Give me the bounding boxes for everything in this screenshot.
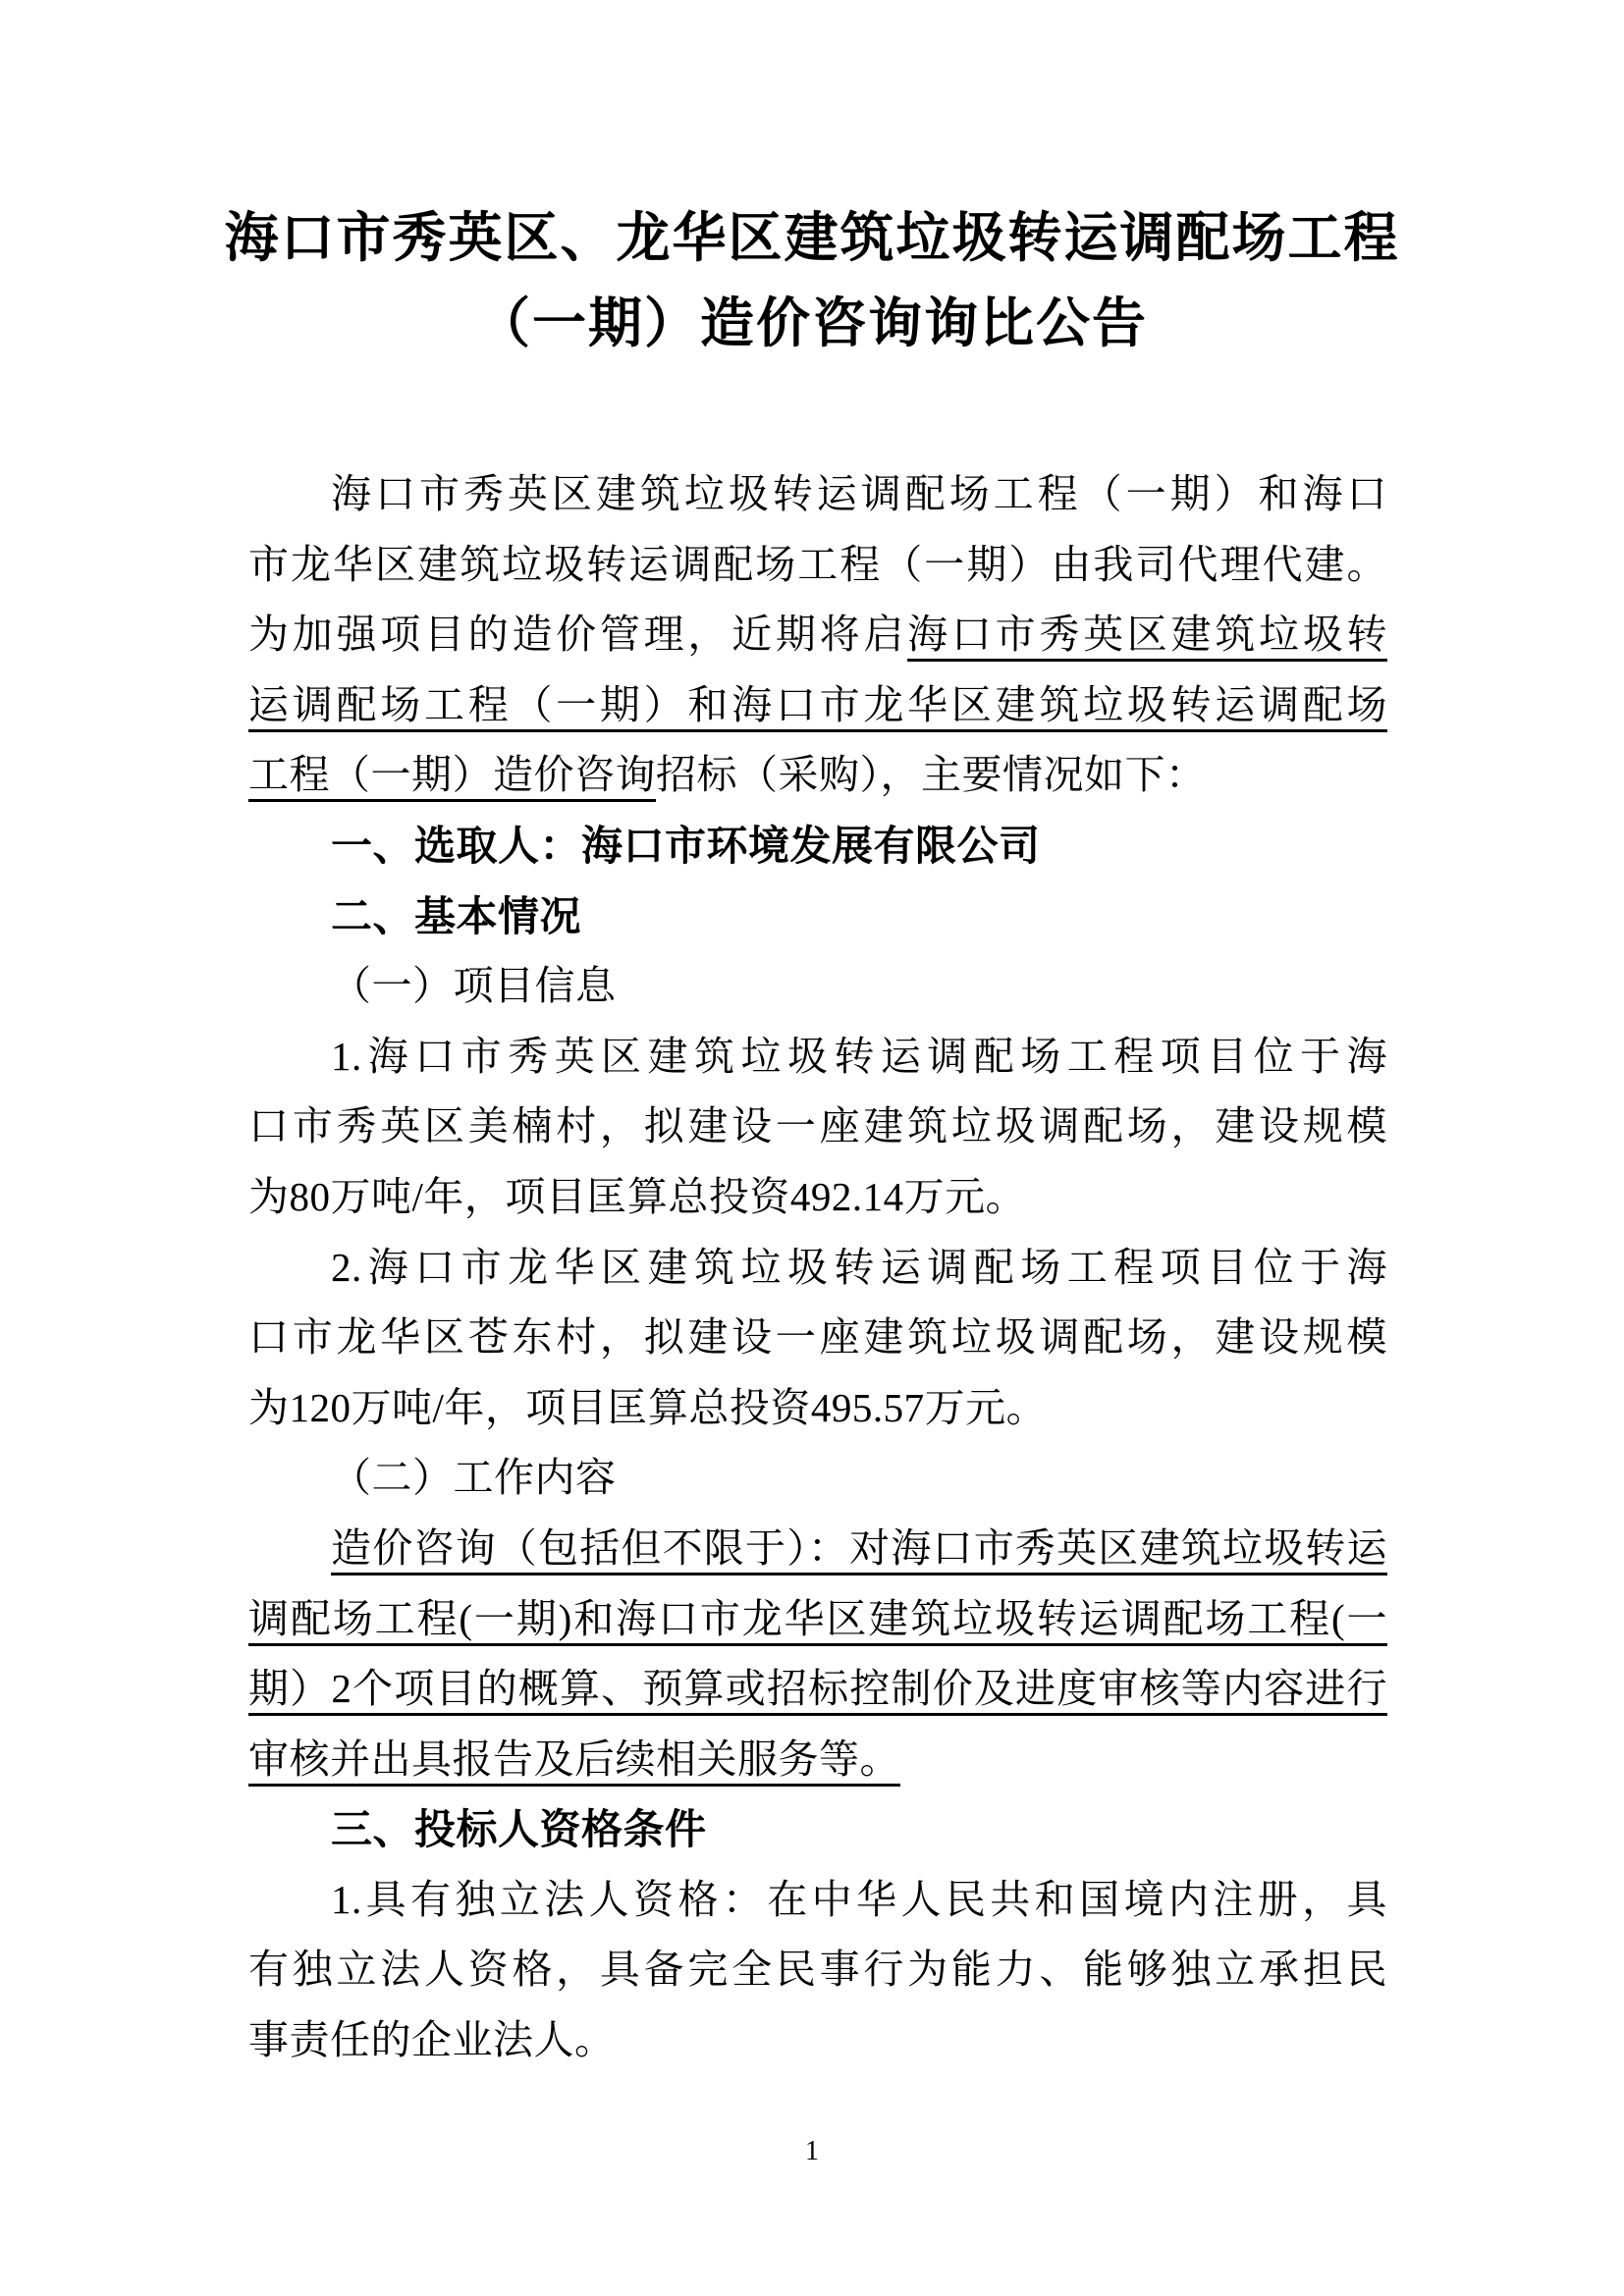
work-line3	[248, 1654, 1387, 1725]
item1-line2	[248, 1092, 1387, 1162]
text-segment: 二、基本情况	[331, 892, 582, 939]
document-title-line-2: （一期）造价咨询询比公告	[475, 294, 1148, 353]
underlined-text-segment: 期）2个项目的概算、预算或招标控制价及进度审核等内容进行	[248, 1666, 1387, 1712]
item2-line3	[248, 1373, 1387, 1444]
qualification-line2	[248, 1935, 1387, 2005]
item2-line2	[248, 1303, 1387, 1373]
para1-line2	[248, 530, 1387, 601]
underlined-text-segment: 调配场工程(一期)和海口市龙华区建筑垃圾转运调配场工程(一	[248, 1595, 1387, 1641]
text-segment: 为80万吨/年，项目匡算总投资492.14万元。	[248, 1173, 1027, 1219]
subheading-project-info	[248, 951, 1387, 1022]
underlined-text-segment: 造价咨询（包括但不限于）：对海口市秀英区建筑垃圾转运	[331, 1524, 1387, 1571]
underlined-text-segment: 工程（一期）造价咨询	[248, 752, 656, 798]
underlined-text-segment: 海口市秀英区建筑垃圾转	[907, 612, 1388, 658]
para1-line5	[248, 740, 1387, 811]
para1-line3	[248, 600, 1387, 670]
text-segment: 为加强项目的造价管理，近期将启	[248, 612, 908, 658]
document-lines	[248, 459, 1387, 2076]
underlined-text-segment: 运调配场工程（一期）和海口市龙华区建筑垃圾转运调配场	[248, 681, 1387, 727]
work-line2	[248, 1584, 1387, 1655]
text-segment: 海口市秀英区建筑垃圾转运调配场工程（一期）和海口	[331, 471, 1387, 516]
para1-line4	[248, 670, 1387, 741]
qualification-line3	[248, 2005, 1387, 2076]
text-segment: 口市秀英区美楠村，拟建设一座建筑垃圾调配场，建设规模	[248, 1103, 1387, 1149]
heading-section-3	[248, 1794, 1387, 1865]
underlined-text-segment: 审核并出具报告及后续相关服务等。	[248, 1735, 900, 1782]
text-segment: 一、选取人：海口市环境发展有限公司	[331, 822, 1041, 869]
document-title-line-1: 海口市秀英区、龙华区建筑垃圾转运调配场工程	[224, 208, 1400, 268]
heading-section-1	[248, 811, 1387, 881]
text-segment: 为120万吨/年，项目匡算总投资495.57万元。	[248, 1384, 1048, 1430]
text-segment: （一）项目信息	[331, 963, 617, 1009]
work-line4	[248, 1725, 1387, 1795]
document-title	[0, 195, 1624, 366]
text-segment: 1.海口市秀英区建筑垃圾转运调配场工程项目位于海	[331, 1033, 1387, 1079]
text-segment: 市龙华区建筑垃圾转运调配场工程（一期）由我司代理代建。	[248, 541, 1387, 587]
page-number: 1	[805, 2136, 819, 2166]
text-segment: 事责任的企业法人。	[248, 2017, 616, 2063]
text-segment: 口市龙华区苍东村，拟建设一座建筑垃圾调配场，建设规模	[248, 1314, 1387, 1361]
subheading-work-content	[248, 1443, 1387, 1514]
text-segment: 有独立法人资格，具备完全民事行为能力、能够独立承担民	[248, 1947, 1387, 1993]
text-segment: 三、投标人资格条件	[331, 1806, 707, 1853]
heading-section-2	[248, 881, 1387, 952]
text-segment: 招标（采购），主要情况如下：	[656, 752, 1207, 798]
item2-line1	[248, 1233, 1387, 1304]
text-segment: 1.具有独立法人资格：在中华人民共和国境内注册，具	[331, 1876, 1387, 1922]
item1-line1	[248, 1022, 1387, 1093]
item1-line3	[248, 1162, 1387, 1233]
text-segment: 2.海口市龙华区建筑垃圾转运调配场工程项目位于海	[331, 1244, 1387, 1290]
text-segment: （二）工作内容	[331, 1455, 617, 1501]
qualification-line1	[248, 1865, 1387, 1936]
work-line1	[248, 1514, 1387, 1584]
para1-line1	[248, 459, 1387, 530]
